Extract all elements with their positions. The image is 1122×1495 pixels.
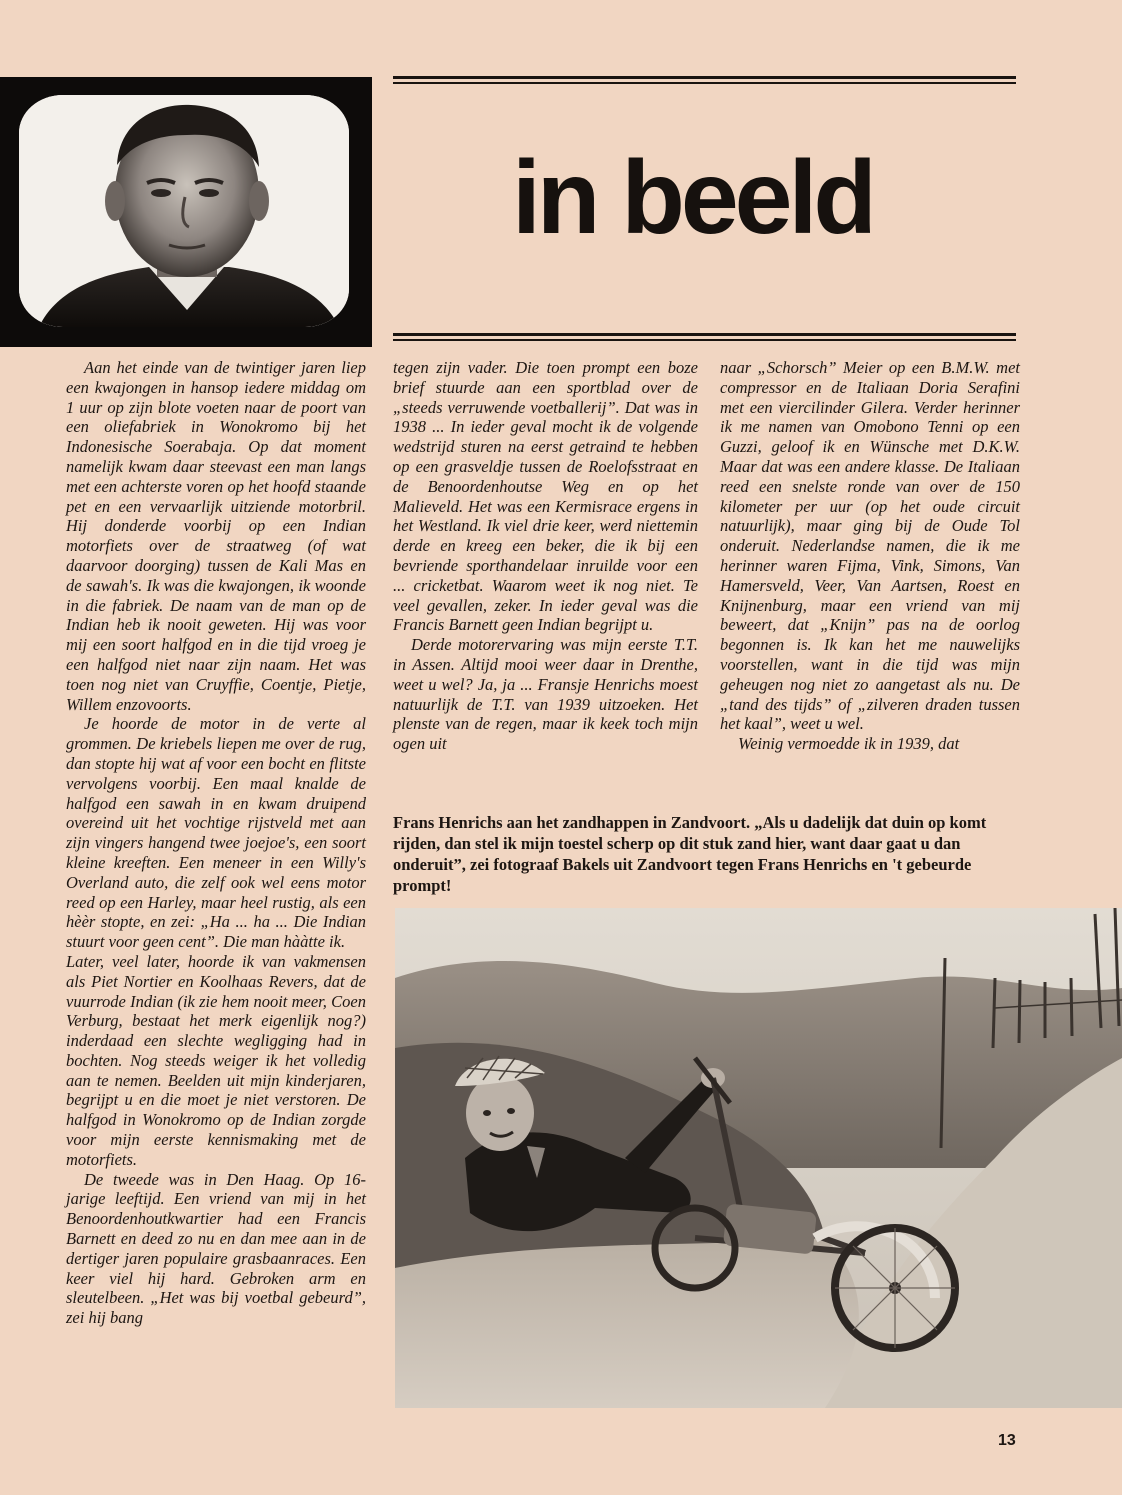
- paragraph: tegen zijn vader. Die toen prompt een boze brief stuurde aan een sportblad over de „steeds verruwende voetballerij”. Dat was in 1938 ... In ieder geval mocht ik de volgende wedstrijd sturen na eerst getraind te hebben op een grasveldje tussen de Roelofsstraat en de Benoordenhoutse Weg en op het Malieveld. Het was een Kermisrace ergens in het Westland. Ik viel drie keer, werd niettemin derde en kreeg een beker, die ik bij een bevriende sporthandelaar inruilde voor een ... cricketbat. Waarom weet ik nog niet. Te veel gevallen, zeker. In ieder geval was die Francis Barnett geen Indian begrijpt u.: [393, 358, 698, 635]
- paragraph: De tweede was in Den Haag. Op 16-jarige leeftijd. Een vriend van mij in het Benoordenhoutkwartier had een Francis Barnett en deed zo nu en dan mee aan in de dertiger jaren populaire grasbaanraces. Een keer viel hij hard. Gebroken arm en sleutelbeen. „Het was bij voetbal gebeurd”, zei hij bang: [66, 1169, 366, 1328]
- paragraph: Derde motorervaring was mijn eerste T.T. in Assen. Altijd mooi weer daar in Drenthe, weet u wel? Ja, ja ... Fransje Henrichs moest natuurlijk de T.T. van 1939 uitzoeken. Het plenste van de regen, maar ik keek toch mijn ogen uit: [393, 635, 698, 754]
- portrait-photo: [19, 95, 349, 327]
- dune-crash-photo: [395, 908, 1122, 1408]
- page-number: 13: [998, 1432, 1016, 1449]
- article-column-2: [393, 358, 698, 754]
- headline-rule-top: [393, 76, 1016, 79]
- headline-rule-top-thin: [393, 82, 1016, 84]
- paragraph: Weinig vermoedde ik in 1939, dat: [738, 734, 960, 754]
- headline-rule-bottom-thin: [393, 339, 1016, 341]
- paragraph: Aan het einde van de twintiger jaren liep een kwajongen in hansop iedere middag om 1 uur op zijn blote voeten naar de poort van een oliefabriek in Wonokromo bij het Indonesische Soerabaja. Op dat moment namelijk kwam daar steevast een man langs met een achterste voren op het hoofd staande pet en een vervaarlijk uitziende motorbril. Hij donderde voorbij op een Indian motorfiets over de straatweg (of wat daarvoor doorging) tussen de Kali Mas en de sawah's. Ik was die kwajongen, ik woonde in die fabriek. De naam van de man op de Indian heb ik nooit geweten. Hij was voor mij een soort halfgod en in die tijd vroeg je een halfgod niet naar zijn naam. Het was toen nog niet van Cruyffie, Coentje, Pietje, Willem enzovoorts.: [66, 358, 366, 714]
- page-headline: in beeld: [512, 140, 873, 256]
- photo-illustration: [395, 908, 1122, 1408]
- paragraph: Later, veel later, hoorde ik van vakmensen als Piet Nortier en Koolhaas Revers, dat de vuurrode Indian (ik zie hem nooit meer, Coen Verburg, bestaat het merk eigenlijk nog?) inderdaad een slechte wegligging had in bochten. Nog steeds weiger ik het volledig aan te nemen. Beelden uit mijn kinderjaren, begrijpt u en die moet je niet verstoren. De halfgod in Wonokromo op de Indian zorgde voor mijn eerste kennismaking met de motorfiets.: [66, 951, 366, 1169]
- article-column-3: [720, 358, 1020, 754]
- paragraph: Je hoorde de motor in de verte al grommen. De kriebels liepen me over de rug, dan stopte hij wat af voor een bocht en flitste vervolgens voorbij. Een maal knalde de halfgod een sawah in en kwam druipend overeind uit het vochtige rijstveld met aan zijn vingers hangend twee joejoe's, een soort kleine kreeften. Een meneer in een Willy's Overland auto, die zelf ook wel eens motor reed op een Harley, maar heel rustig, als een hèèr stopte, en zei: „Ha ... ha ... Die Indian stuurt voor geen cent”. Die man hààtte ik.: [66, 714, 366, 952]
- portrait-tv-frame: [0, 77, 372, 347]
- portrait-screen: [19, 95, 349, 327]
- photo-caption: Frans Henrichs aan het zandhappen in Zandvoort. „Als u dadelijk dat duin op komt rijden, dan stel ik mijn toestel scherp op dit stuk zand hier, want daar gaat u dan onderuit”, zei fotograaf Bakels uit Zandvoort tegen Frans Henrichs en 't gebeurde prompt!: [393, 813, 987, 895]
- headline-rule-bottom: [393, 333, 1016, 336]
- article-column-1: [66, 358, 366, 1328]
- paragraph: naar „Schorsch” Meier op een B.M.W. met compressor en de Italiaan Doria Serafini met een viercilinder Gilera. Verder herinner ik me namen van Omobono Tenni op een Guzzi, geloof ik en Wünsche met D.K.W. Maar dat was een andere klasse. De Italiaan reed een snelste ronde van over de 150 kilometer per uur (op het oude circuit natuurlijk), maar ging bij de Oude Tol onderuit. Nederlandse namen, die ik me herinner waren Fijma, Vink, Simons, Van Hamersveld, Veer, Van Aartsen, Roest en Knijnenburg, maar een vriend van mij beweert, dat „Knijn” pas na de oorlog begonnen is. Ik kan het me nauwelijks voorstellen, want in die tijd was mijn geheugen nog niet zo aangetast als nu. De „tand des tijds” of „zilveren draden tussen het kaal”, weet u wel.: [720, 358, 1020, 734]
